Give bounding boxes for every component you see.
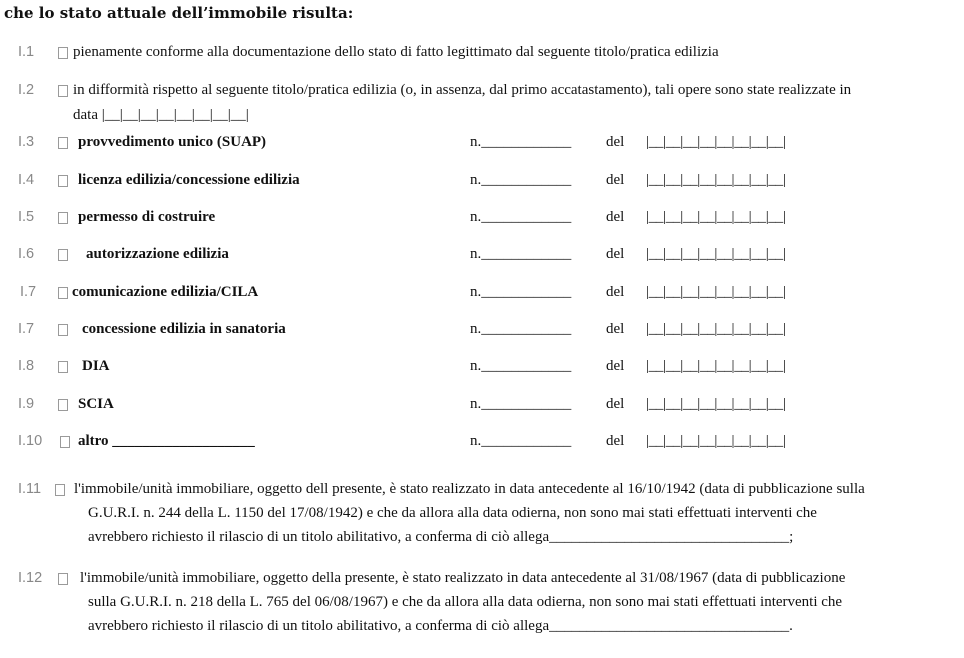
row-date-field[interactable]: |__|__|__|__|__|__|__|__| xyxy=(646,134,786,150)
row-label: SCIA xyxy=(78,396,114,412)
row-number: I.8 xyxy=(18,358,35,374)
row-checkbox[interactable] xyxy=(58,175,68,187)
row-date-field[interactable]: |__|__|__|__|__|__|__|__| xyxy=(646,209,786,225)
row-date-field[interactable]: |__|__|__|__|__|__|__|__| xyxy=(646,321,786,337)
item-text-11-line2: G.U.R.I. n. 244 della L. 1150 del 17/08/1942) e che da allora alla data odierna, non sono mai stati effettuati interventi che xyxy=(88,505,817,521)
row-checkbox[interactable] xyxy=(58,249,68,261)
row-del-label: del xyxy=(606,396,625,412)
row-label: licenza edilizia/concessione edilizia xyxy=(78,172,300,188)
checkbox-12[interactable] xyxy=(58,573,68,585)
row-label: DIA xyxy=(82,358,110,374)
item-text-11-line3[interactable]: avrebbero richiesto il rilascio di un titolo abilitativo, a conferma di ciò allega________________________________; xyxy=(88,529,794,545)
row-number-field[interactable]: n.____________ xyxy=(470,433,572,449)
row-del-label: del xyxy=(606,172,625,188)
row-date-field[interactable]: |__|__|__|__|__|__|__|__| xyxy=(646,358,786,374)
row-label: provvedimento unico (SUAP) xyxy=(78,134,267,150)
row-number: I.5 xyxy=(18,209,35,225)
row-number: I.9 xyxy=(18,396,35,412)
row-checkbox[interactable] xyxy=(58,361,68,373)
row-checkbox[interactable] xyxy=(58,399,68,411)
row-label: permesso di costruire xyxy=(78,209,216,225)
row-number: I.3 xyxy=(18,134,35,150)
row-checkbox[interactable] xyxy=(58,287,68,299)
row-checkbox[interactable] xyxy=(58,212,68,224)
checkbox-1[interactable] xyxy=(58,47,68,59)
item-text-1: pienamente conforme alla documentazione dello stato di fatto legittimato dal seguente titolo/pratica edilizia xyxy=(73,44,719,60)
item-date-2[interactable]: data |__|__|__|__|__|__|__|__| xyxy=(73,107,249,123)
row-number-field[interactable]: n.____________ xyxy=(470,284,572,300)
row-label: concessione edilizia in sanatoria xyxy=(82,321,286,337)
row-label: comunicazione edilizia/CILA xyxy=(72,284,259,300)
row-number: I.6 xyxy=(18,246,35,262)
section-heading: che lo stato attuale dell’immobile risulta: xyxy=(4,4,354,22)
item-text-2: in difformità rispetto al seguente titolo/pratica edilizia (o, in assenza, dal primo accatastamento), tali opere sono state realizzate in xyxy=(73,82,852,98)
row-number-field[interactable]: n.____________ xyxy=(470,321,572,337)
row-del-label: del xyxy=(606,246,625,262)
row-label: altro ___________________ xyxy=(78,433,255,449)
row-del-label: del xyxy=(606,134,625,150)
row-date-field[interactable]: |__|__|__|__|__|__|__|__| xyxy=(646,284,786,300)
row-del-label: del xyxy=(606,433,625,449)
row-number-field[interactable]: n.____________ xyxy=(470,396,572,412)
row-date-field[interactable]: |__|__|__|__|__|__|__|__| xyxy=(646,396,786,412)
row-del-label: del xyxy=(606,209,625,225)
item-text-12-line1: l'immobile/unità immobiliare, oggetto della presente, è stato realizzato in data antecedente al 31/08/1967 (data di pubblicazione xyxy=(80,570,846,586)
row-date-field[interactable]: |__|__|__|__|__|__|__|__| xyxy=(646,246,786,262)
row-number-field[interactable]: n.____________ xyxy=(470,172,572,188)
row-number: I.4 xyxy=(18,172,35,188)
item-text-12-line3[interactable]: avrebbero richiesto il rilascio di un titolo abilitativo, a conferma di ciò allega________________________________. xyxy=(88,618,793,634)
checkbox-11[interactable] xyxy=(55,484,65,496)
row-number: I.7 xyxy=(18,321,35,337)
item-number-12: I.12 xyxy=(18,570,43,586)
row-checkbox[interactable] xyxy=(58,324,68,336)
row-checkbox[interactable] xyxy=(60,436,70,448)
row-number-field[interactable]: n.____________ xyxy=(470,246,572,262)
row-del-label: del xyxy=(606,321,625,337)
checkbox-2[interactable] xyxy=(58,85,68,97)
row-number-field[interactable]: n.____________ xyxy=(470,358,572,374)
row-checkbox[interactable] xyxy=(58,137,68,149)
row-number: I.7 xyxy=(20,284,37,300)
item-number-2: I.2 xyxy=(18,82,35,98)
row-del-label: del xyxy=(606,284,625,300)
row-date-field[interactable]: |__|__|__|__|__|__|__|__| xyxy=(646,433,786,449)
row-number: I.10 xyxy=(18,433,43,449)
item-text-11-line1: l'immobile/unità immobiliare, oggetto dell presente, è stato realizzato in data antecedente al 16/10/1942 (data di pubblicazione sulla xyxy=(74,481,865,497)
item-text-12-line2: sulla G.U.R.I. n. 218 della L. 765 del 06/08/1967) e che da allora alla data odierna, non sono mai stati effettuati interventi che xyxy=(88,594,843,610)
row-date-field[interactable]: |__|__|__|__|__|__|__|__| xyxy=(646,172,786,188)
row-del-label: del xyxy=(606,358,625,374)
item-number-11: I.11 xyxy=(18,481,42,497)
row-number-field[interactable]: n.____________ xyxy=(470,209,572,225)
row-number-field[interactable]: n.____________ xyxy=(470,134,572,150)
row-label: autorizzazione edilizia xyxy=(86,246,229,262)
item-number-1: I.1 xyxy=(18,44,35,60)
